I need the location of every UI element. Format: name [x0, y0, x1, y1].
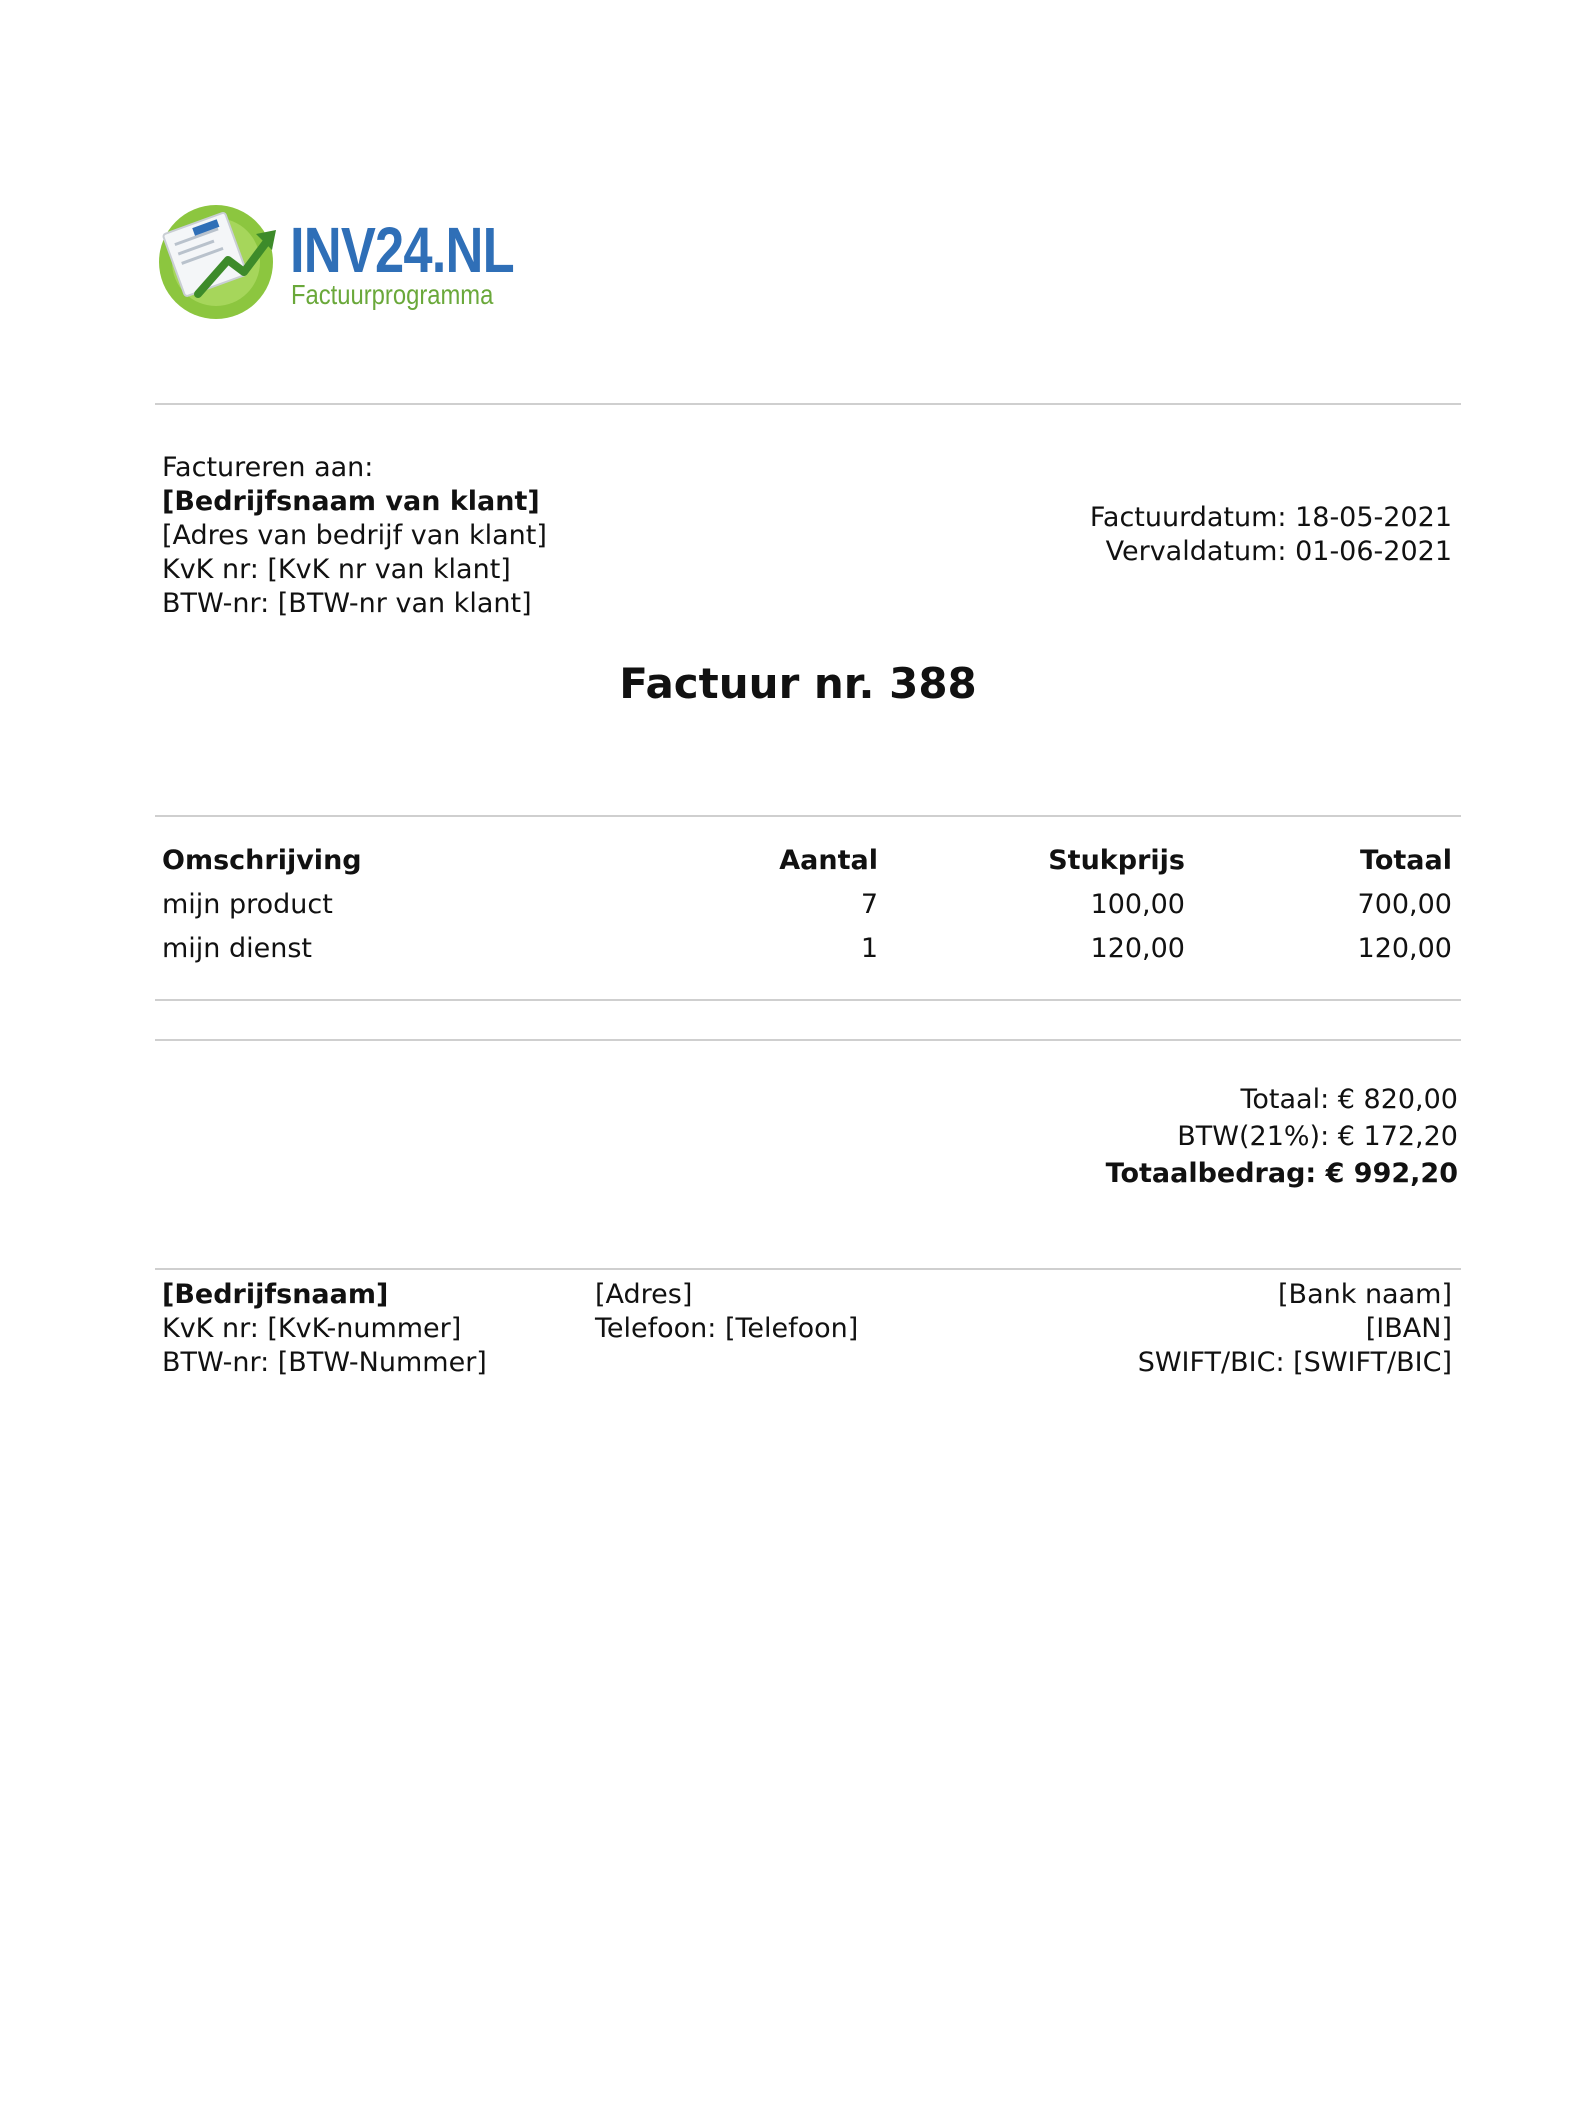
header-unit-price: Stukprijs — [1048, 845, 1185, 876]
client-btw: BTW-nr: [BTW-nr van klant] — [162, 588, 532, 619]
bill-to-block — [162, 451, 547, 621]
column-description — [162, 839, 362, 971]
client-address: [Adres van bedrijf van klant] — [162, 520, 547, 551]
invoice-date: Factuurdatum: 18-05-2021 — [1089, 502, 1452, 533]
footer-kvk: KvK nr: [KvK-nummer] — [162, 1313, 462, 1344]
column-quantity — [779, 839, 878, 971]
footer-phone: Telefoon: [Telefoon] — [595, 1313, 859, 1344]
subtotal: Totaal: € 820,00 — [1240, 1084, 1458, 1115]
totals-block — [1106, 1081, 1458, 1192]
client-company-name: [Bedrijfsnaam van klant] — [162, 486, 540, 517]
table-cell: 120,00 — [1090, 933, 1185, 964]
header-description: Omschrijving — [162, 845, 362, 876]
divider — [155, 999, 1461, 1001]
table-cell: 7 — [860, 889, 878, 920]
logo-tagline: Factuurprogramma — [291, 279, 494, 310]
footer-iban: [IBAN] — [1365, 1313, 1452, 1344]
table-cell: 120,00 — [1357, 933, 1452, 964]
divider — [155, 1039, 1461, 1041]
table-cell: 1 — [860, 933, 878, 964]
table-cell: mijn product — [162, 889, 333, 920]
footer-company-block — [162, 1278, 487, 1380]
table-cell: mijn dienst — [162, 933, 313, 964]
footer-btw: BTW-nr: [BTW-Nummer] — [162, 1347, 487, 1378]
footer-company-name: [Bedrijfsnaam] — [162, 1279, 389, 1310]
logo-brand-text: INV24.NL — [290, 214, 514, 286]
header-quantity: Aantal — [779, 845, 878, 876]
table-cell: 100,00 — [1090, 889, 1185, 920]
due-date: Vervaldatum: 01-06-2021 — [1105, 536, 1452, 567]
vat-amount: BTW(21%): € 172,20 — [1177, 1121, 1458, 1152]
footer-address: [Adres] — [595, 1279, 693, 1310]
footer-contact-block — [595, 1278, 858, 1346]
divider — [155, 815, 1461, 817]
column-total — [1358, 839, 1452, 971]
bill-to-label: Factureren aan: — [162, 452, 374, 483]
divider — [155, 403, 1461, 405]
footer-swift: SWIFT/BIC: [SWIFT/BIC] — [1137, 1347, 1452, 1378]
client-kvk: KvK nr: [KvK nr van klant] — [162, 554, 511, 585]
footer-bank-name: [Bank naam] — [1278, 1279, 1452, 1310]
divider — [155, 1268, 1461, 1270]
table-cell: 700,00 — [1357, 889, 1452, 920]
header-total: Totaal — [1360, 845, 1452, 876]
column-unit-price — [1048, 839, 1185, 971]
invoice-dates — [1090, 501, 1452, 569]
grand-total: Totaalbedrag: € 992,20 — [1105, 1158, 1458, 1189]
footer-bank-block — [1138, 1278, 1452, 1380]
invoice-title: Factuur nr. 388 — [619, 659, 977, 708]
